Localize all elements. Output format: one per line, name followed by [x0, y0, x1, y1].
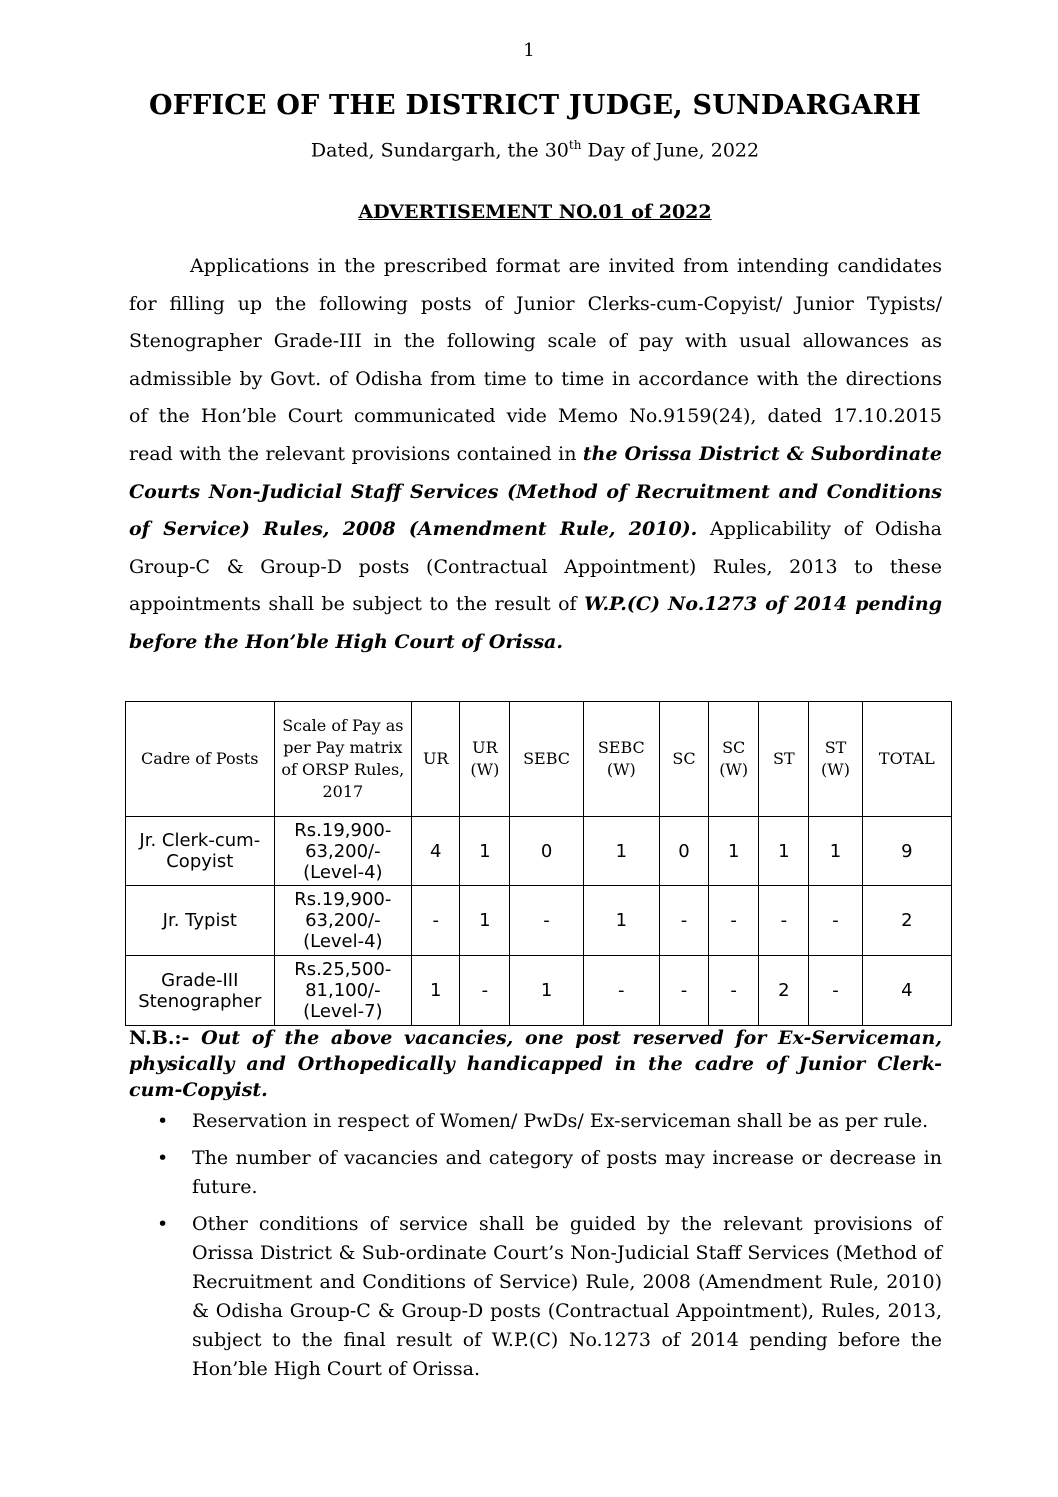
table-header-row — [126, 702, 952, 817]
date-superscript: th — [568, 138, 582, 152]
date-prefix: Dated, Sundargarh, the 30 — [310, 139, 569, 162]
list-item — [129, 1107, 942, 1136]
header-sebc: SEBC — [510, 702, 583, 817]
cell-scale: Rs.25,500-81,100/- (Level-7) — [274, 956, 412, 1026]
cell-post: Grade-III Stenographer — [126, 956, 275, 1026]
rules-reference: the Orissa District & Subordinate Courts Non-Judicial Staff Services (Method of Recruitment and Conditions of Service) Rules, 2008 (Amendment Rule, 2010). — [129, 442, 942, 541]
header-ur-w: UR (W) — [460, 702, 510, 817]
cell-ur-w: 1 — [460, 886, 510, 956]
cell-st-w: - — [809, 886, 862, 956]
header-ur: UR — [412, 702, 460, 817]
cell-st: 2 — [759, 956, 809, 1026]
cell-ur: 1 — [412, 956, 460, 1026]
list-item — [129, 1210, 942, 1384]
cell-sc: - — [659, 886, 708, 956]
date-line — [0, 138, 1058, 161]
note-text: Out of the above vacancies, one post reserved for Ex-Serviceman, physically and Orthopedically handicapped in the cadre of Junior Clerk-cum-Copyist. — [129, 1027, 942, 1101]
cell-post: Jr. Clerk-cum-Copyist — [126, 817, 275, 886]
cell-sebc: 0 — [510, 817, 583, 886]
cell-ur-w: 1 — [460, 817, 510, 886]
cell-sebc-w: 1 — [583, 886, 659, 956]
date-suffix: Day of June, 2022 — [581, 139, 760, 162]
cell-post: Jr. Typist — [126, 886, 275, 956]
header-st-w: ST (W) — [809, 702, 862, 817]
cell-ur: - — [412, 886, 460, 956]
header-total: TOTAL — [862, 702, 951, 817]
writ-petition-reference: W.P.(C) No.1273 of 2014 pending before the Hon’ble High Court of Orissa. — [129, 593, 942, 653]
cell-sebc: - — [510, 886, 583, 956]
bullet-icon: • — [157, 1147, 169, 1169]
cell-sebc-w: 1 — [583, 817, 659, 886]
office-title: OFFICE OF THE DISTRICT JUDGE, SUNDARGARH — [149, 90, 921, 121]
cell-st-w: 1 — [809, 817, 862, 886]
cell-st-w: - — [809, 956, 862, 1026]
list-item — [129, 1144, 942, 1202]
cell-scale: Rs.19,900-63,200/- (Level-4) — [274, 817, 412, 886]
cell-ur: 4 — [412, 817, 460, 886]
list-item-text: Reservation in respect of Women/ PwDs/ Ex-serviceman shall be as per rule. — [192, 1110, 929, 1132]
note-label: N.B.:- — [129, 1027, 190, 1049]
table-row — [126, 956, 952, 1026]
header-sebc-w: SEBC (W) — [583, 702, 659, 817]
table-row — [126, 817, 952, 886]
cell-scale: Rs.19,900-63,200/- (Level-4) — [274, 886, 412, 956]
page-number: 1 — [523, 40, 535, 61]
list-item-text: The number of vacancies and category of posts may increase or decrease in future. — [192, 1147, 942, 1198]
header-scale: Scale of Pay as per Pay matrix of ORSP Rules, 2017 — [274, 702, 412, 817]
cell-sc-w: - — [709, 886, 759, 956]
cell-sc: - — [659, 956, 708, 1026]
advertisement-title: ADVERTISEMENT NO.01 of 2022 — [358, 201, 712, 223]
conditions-list — [129, 1107, 942, 1392]
cell-total: 4 — [862, 956, 951, 1026]
cell-total: 2 — [862, 886, 951, 956]
table-row — [126, 886, 952, 956]
cell-ur-w: - — [460, 956, 510, 1026]
cell-sc: 0 — [659, 817, 708, 886]
cell-sc-w: - — [709, 956, 759, 1026]
bullet-icon: • — [157, 1110, 169, 1132]
cell-st: 1 — [759, 817, 809, 886]
header-sc: SC — [659, 702, 708, 817]
vacancy-table — [125, 701, 952, 1026]
paragraph-part1: Applications in the prescribed format are invited from intending candidates for filling up the following posts of Junior Clerks-cum-Copyist/ Junior Typists/ Stenographer Grade-III in the following scale of pay with usual allowances as admissible by Govt. of Odisha from time to time in accordance with the directions of the Hon’ble Court communicated vide Memo No.9159(24), dated 17.10.2015 read with the relevant provisions contained in — [129, 255, 942, 465]
cell-sebc: 1 — [510, 956, 583, 1026]
cell-sebc-w: - — [583, 956, 659, 1026]
header-st: ST — [759, 702, 809, 817]
header-sc-w: SC (W) — [709, 702, 759, 817]
list-item-text: Other conditions of service shall be guided by the relevant provisions of Orissa District & Sub-ordinate Court’s Non-Judicial Staff Services (Method of Recruitment and Conditions of Service) Rule, 2008 (Amendment Rule, 2010) & Odisha Group-C & Group-D posts (Contractual Appointment), Rules, 2013, subject to the final result of W.P.(C) No.1273 of 2014 pending before the Hon’ble High Court of Orissa. — [192, 1213, 942, 1380]
cell-st: - — [759, 886, 809, 956]
intro-paragraph — [129, 248, 942, 662]
cell-sc-w: 1 — [709, 817, 759, 886]
note-nb — [129, 1025, 942, 1103]
header-cadre: Cadre of Posts — [126, 702, 275, 817]
cell-total: 9 — [862, 817, 951, 886]
bullet-icon: • — [157, 1213, 169, 1235]
paragraph-part2: Applicability of Odisha Group-C & Group-D posts (Contractual Appointment) Rules, 2013 to these appointments shall be subject to the result of — [129, 518, 942, 616]
